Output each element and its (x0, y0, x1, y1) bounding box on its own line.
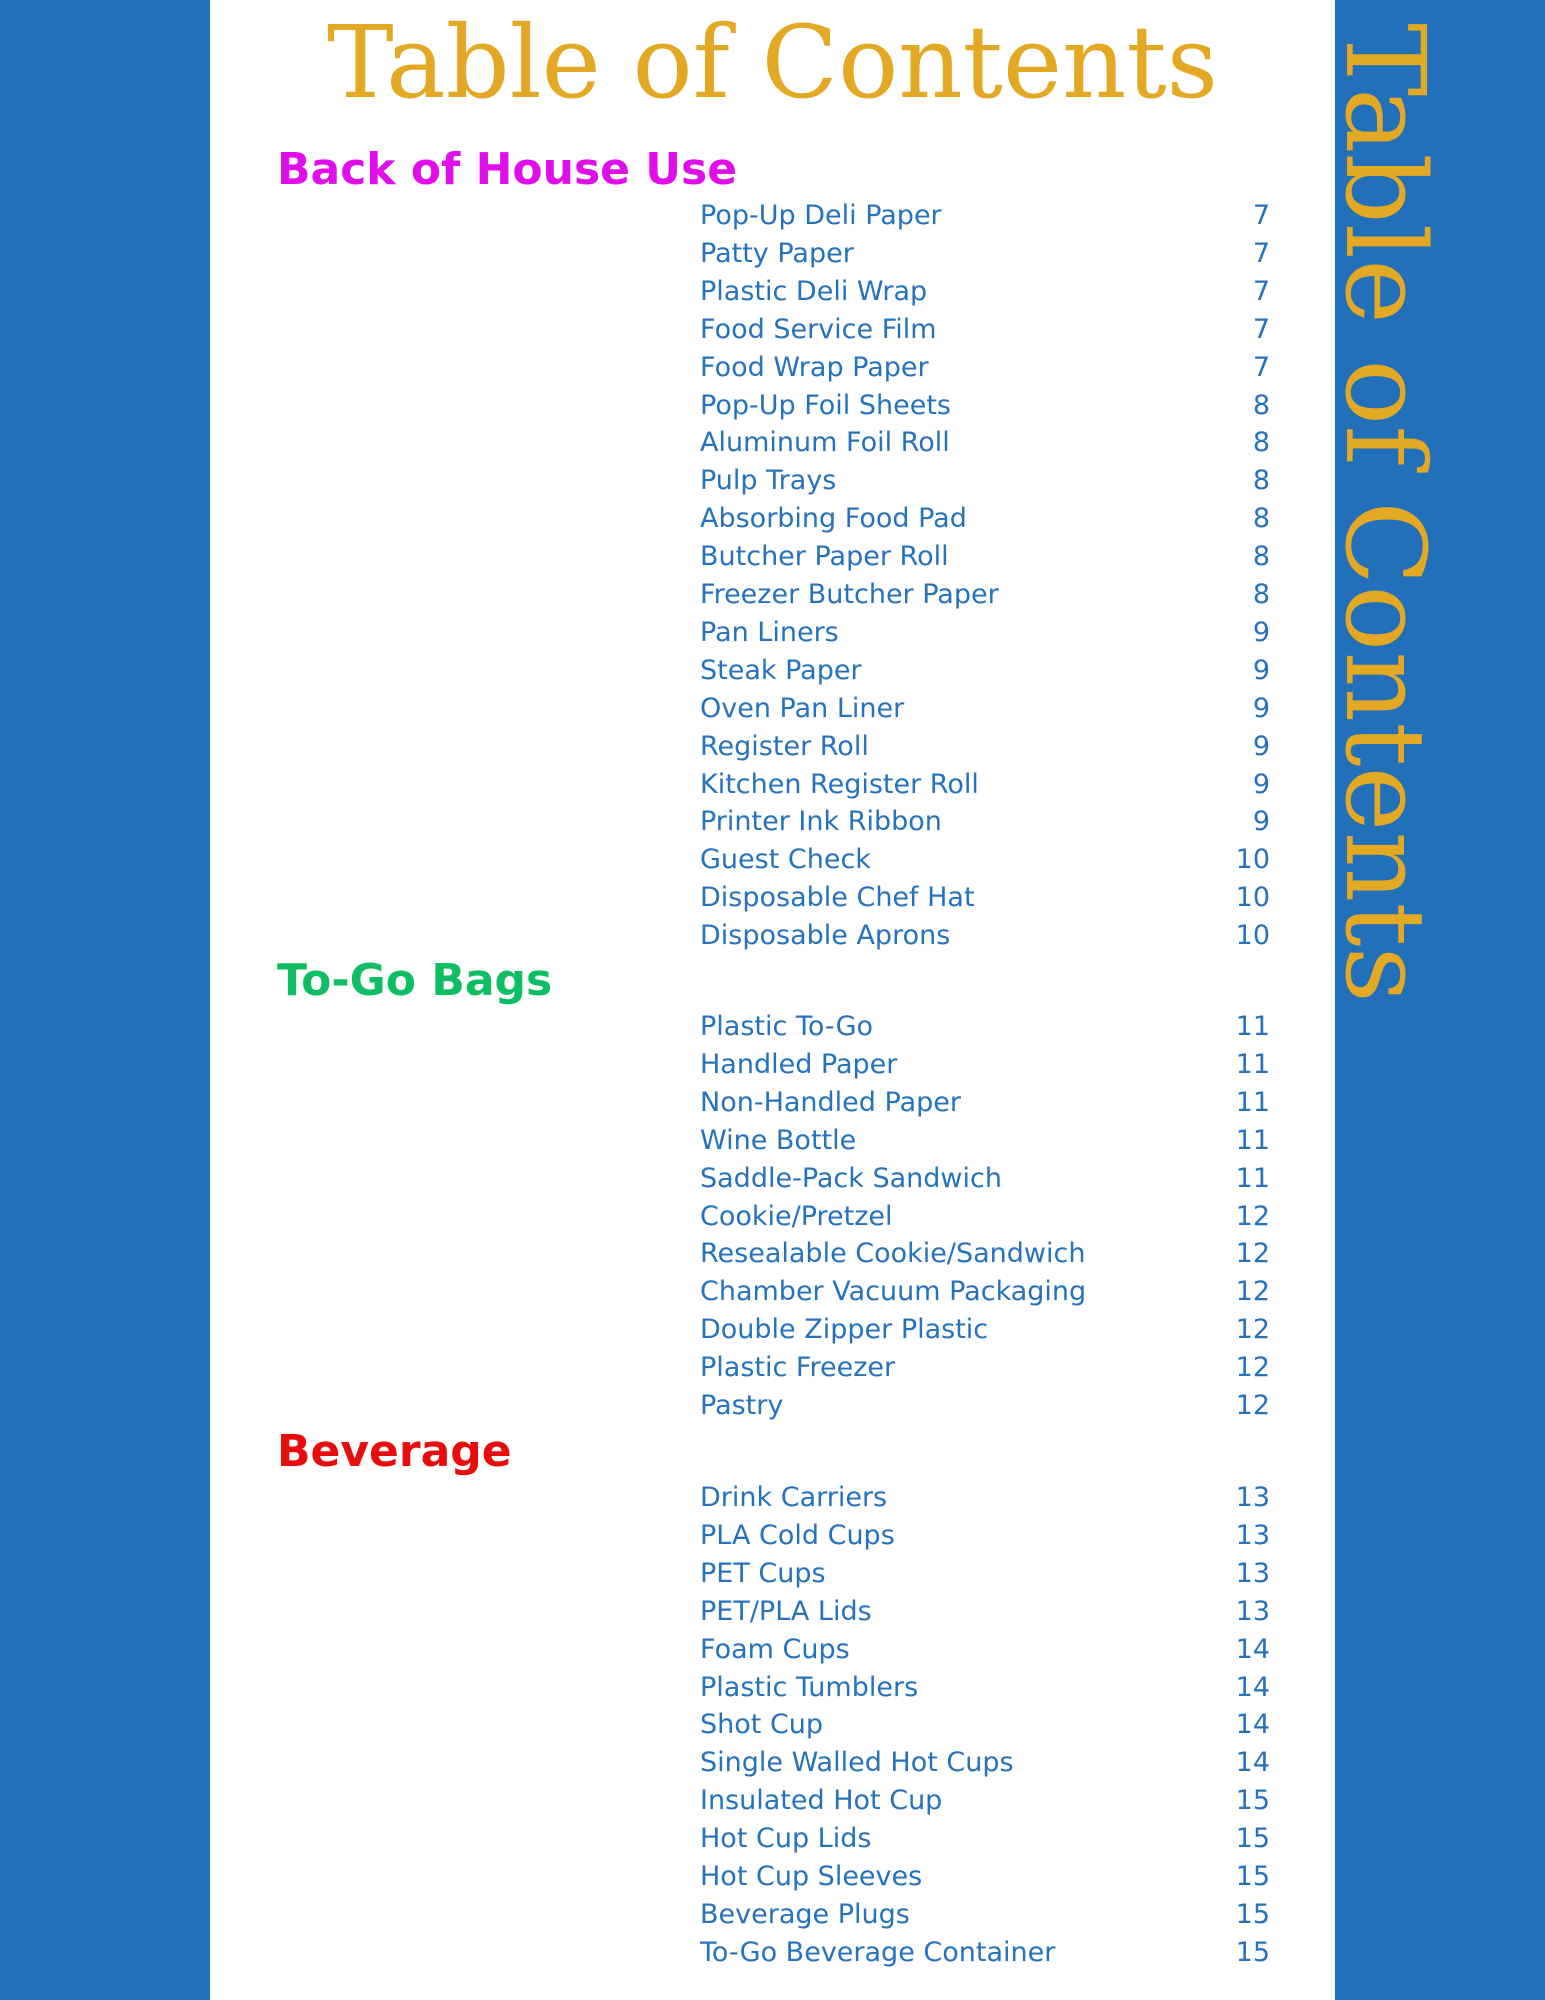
toc-entry-name: Beverage Plugs (700, 1898, 910, 1930)
toc-entry-page-number: 12 (1235, 1390, 1270, 1421)
toc-entry-page-number: 12 (1235, 1352, 1270, 1384)
toc-entry-page-number: 15 (1235, 1898, 1270, 1930)
toc-entry (700, 1008, 1270, 1046)
toc-entry-name: Plastic To-Go (700, 1011, 874, 1042)
toc-entry-page-number: 14 (1235, 1747, 1270, 1779)
toc-entry-name: Freezer Butcher Paper (700, 579, 999, 610)
toc-entry (700, 500, 1270, 538)
toc-entry-name: Kitchen Register Roll (700, 768, 979, 800)
toc-entry-name: Disposable Chef Hat (700, 882, 975, 914)
toc-entry-page-number: 11 (1235, 1124, 1270, 1156)
toc-entry (700, 1744, 1270, 1782)
toc-entry (700, 728, 1270, 766)
toc-entry (700, 311, 1270, 349)
toc-entry-page-number: 12 (1235, 1200, 1270, 1232)
toc-entry (700, 1517, 1270, 1555)
toc-entry-page-number: 12 (1235, 1314, 1270, 1346)
toc-entry-page-number: 12 (1235, 1276, 1270, 1308)
toc-entry-name: PET Cups (700, 1557, 826, 1589)
toc-entry-name: Food Wrap Paper (700, 351, 929, 383)
toc-entry-name: Shot Cup (700, 1709, 824, 1741)
toc-entry-page-number: 8 (1252, 579, 1270, 610)
toc-entry (700, 197, 1270, 235)
side-title: Table of Contents (1321, 23, 1449, 1004)
toc-entry-name: Drink Carriers (700, 1482, 888, 1513)
toc-entry (700, 1706, 1270, 1744)
toc-entry-name: Absorbing Food Pad (700, 503, 967, 535)
toc-entry (700, 1349, 1270, 1387)
toc-entry-name: Pop-Up Foil Sheets (700, 389, 952, 421)
toc-entry-page-number: 15 (1235, 1936, 1270, 1968)
toc-entry-name: Cookie/Pretzel (700, 1200, 893, 1232)
toc-entry-name: Pop-Up Deli Paper (700, 200, 942, 231)
toc-entry (700, 349, 1270, 387)
toc-entry-name: Double Zipper Plastic (700, 1314, 989, 1346)
toc-entry-name: Wine Bottle (700, 1124, 857, 1156)
toc-entry-page-number: 8 (1252, 389, 1270, 421)
toc-entry-name: Patty Paper (700, 237, 854, 269)
toc-entry-name: Handled Paper (700, 1048, 898, 1080)
toc-entry (700, 803, 1270, 841)
toc-entry (700, 879, 1270, 917)
toc-entry (700, 1235, 1270, 1273)
toc-entry-page-number: 11 (1235, 1162, 1270, 1194)
toc-entry-page-number: 9 (1252, 692, 1270, 724)
toc-entry-name: Steak Paper (700, 654, 862, 686)
toc-entry-page-number: 15 (1235, 1861, 1270, 1892)
toc-entry-name: Butcher Paper Roll (700, 541, 949, 573)
toc-entry-page-number: 9 (1252, 768, 1270, 800)
toc-entry-name: Oven Pan Liner (700, 692, 905, 724)
toc-entry (700, 1311, 1270, 1349)
toc-entry-name: Foam Cups (700, 1633, 850, 1665)
toc-entry-page-number: 11 (1235, 1048, 1270, 1080)
toc-entry-name: Chamber Vacuum Packaging (700, 1276, 1087, 1308)
toc-entry-page-number: 8 (1252, 541, 1270, 573)
toc-entry (700, 462, 1270, 500)
toc-entry (700, 1160, 1270, 1198)
toc-entry (700, 652, 1270, 690)
toc-entry-page-number: 9 (1252, 654, 1270, 686)
toc-entry-page-number: 11 (1235, 1011, 1270, 1042)
toc-entry-name: Guest Check (700, 844, 871, 876)
toc-entry (700, 1934, 1270, 1972)
toc-entry (700, 690, 1270, 728)
toc-entry-page-number: 9 (1252, 806, 1270, 838)
toc-entry-name: Pastry (700, 1390, 784, 1421)
toc-entry (700, 1387, 1270, 1425)
toc-entry-name: PLA Cold Cups (700, 1519, 895, 1551)
toc-entry-page-number: 14 (1235, 1671, 1270, 1703)
toc-entry-name: Aluminum Foil Roll (700, 427, 950, 459)
toc-entry (700, 766, 1270, 804)
toc-entry (700, 1273, 1270, 1311)
toc-entry-page-number: 8 (1252, 465, 1270, 497)
toc-entry (700, 387, 1270, 425)
toc-entry-page-number: 13 (1235, 1482, 1270, 1513)
toc-entry-name: Single Walled Hot Cups (700, 1747, 1014, 1779)
toc-entry (700, 1782, 1270, 1820)
toc-entry (700, 1122, 1270, 1160)
toc-entry (700, 1593, 1270, 1631)
toc-entry-name: Insulated Hot Cup (700, 1785, 943, 1817)
toc-entry (700, 1084, 1270, 1122)
toc-entry-name: Hot Cup Sleeves (700, 1861, 923, 1892)
toc-entry (700, 576, 1270, 614)
toc-entry-page-number: 8 (1252, 427, 1270, 459)
toc-entry-page-number: 7 (1252, 351, 1270, 383)
toc-entry-name: Non-Handled Paper (700, 1086, 961, 1118)
toc-entry-page-number: 11 (1235, 1086, 1270, 1118)
toc-entry-page-number: 9 (1252, 730, 1270, 762)
toc-entry-name: Pulp Trays (700, 465, 837, 497)
toc-entry-page-number: 15 (1235, 1823, 1270, 1855)
toc-entry-name: Disposable Aprons (700, 920, 951, 952)
section-heading-back-of-house: Back of House Use (277, 144, 738, 195)
toc-entry-page-number: 13 (1235, 1595, 1270, 1627)
toc-entry (700, 235, 1270, 273)
toc-entry-page-number: 9 (1252, 616, 1270, 648)
toc-entry-page-number: 15 (1235, 1785, 1270, 1817)
toc-entry-name: Pan Liners (700, 616, 839, 648)
page-title: Table of Contents (327, 4, 1218, 121)
toc-entry (700, 1631, 1270, 1669)
toc-entry-name: Plastic Deli Wrap (700, 275, 928, 307)
toc-entry (700, 917, 1270, 955)
toc-entry-name: Saddle-Pack Sandwich (700, 1162, 1002, 1194)
toc-entry-name: Plastic Freezer (700, 1352, 896, 1384)
toc-entry (700, 273, 1270, 311)
toc-entry (700, 538, 1270, 576)
toc-entry (700, 1555, 1270, 1593)
toc-entry-page-number: 8 (1252, 503, 1270, 535)
toc-entry-name: Register Roll (700, 730, 869, 762)
toc-entry (700, 1198, 1270, 1236)
toc-entry-name: To-Go Beverage Container (700, 1936, 1056, 1968)
toc-entry (700, 1858, 1270, 1896)
toc-entry (700, 1896, 1270, 1934)
left-color-band (0, 0, 210, 2000)
toc-entry (700, 1669, 1270, 1707)
toc-entry-page-number: 10 (1235, 844, 1270, 876)
toc-entry-page-number: 14 (1235, 1633, 1270, 1665)
toc-entry-page-number: 14 (1235, 1709, 1270, 1741)
toc-entry (700, 1479, 1270, 1517)
section-heading-to-go-bags: To-Go Bags (277, 955, 553, 1006)
toc-entry-page-number: 10 (1235, 920, 1270, 952)
toc-entry-page-number: 10 (1235, 882, 1270, 914)
toc-entry-page-number: 13 (1235, 1557, 1270, 1589)
toc-entry (700, 1820, 1270, 1858)
section-heading-beverage: Beverage (277, 1426, 512, 1477)
toc-entry-page-number: 12 (1235, 1238, 1270, 1270)
toc-entry-name: Food Service Film (700, 313, 937, 345)
toc-entry-name: Hot Cup Lids (700, 1823, 872, 1855)
toc-entry-page-number: 7 (1252, 313, 1270, 345)
toc-entry-page-number: 7 (1252, 200, 1270, 231)
toc-entry-name: Resealable Cookie/Sandwich (700, 1238, 1086, 1270)
toc-entry-page-number: 7 (1252, 275, 1270, 307)
toc-entry-name: Printer Ink Ribbon (700, 806, 942, 838)
toc-entry-name: PET/PLA Lids (700, 1595, 872, 1627)
toc-entry (700, 424, 1270, 462)
toc-entry-page-number: 13 (1235, 1519, 1270, 1551)
toc-entry (700, 841, 1270, 879)
toc-entry-name: Plastic Tumblers (700, 1671, 919, 1703)
toc-entry-page-number: 7 (1252, 237, 1270, 269)
toc-entry (700, 614, 1270, 652)
toc-entry (700, 1046, 1270, 1084)
